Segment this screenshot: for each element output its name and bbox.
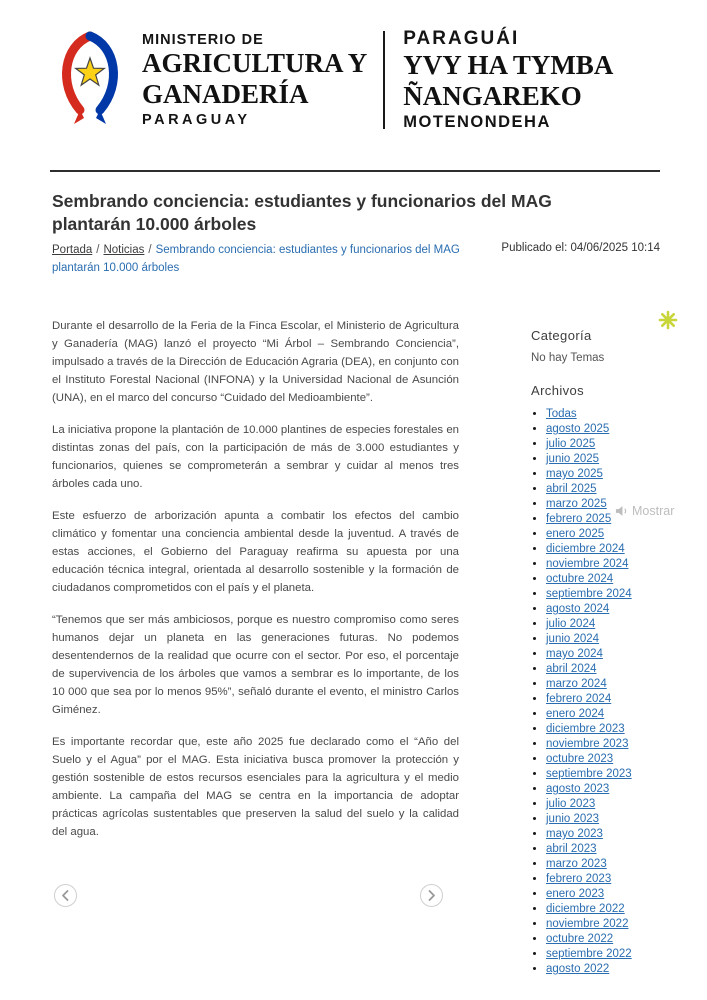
header-right-line2: YVY HA TYMBA: [403, 50, 614, 81]
archive-item: [546, 587, 669, 602]
breadcrumb-separator: /: [148, 244, 152, 256]
archive-item: [546, 692, 669, 707]
archive-item: [546, 452, 669, 467]
article-paragraph: Durante el desarrollo de la Feria de la Finca Escolar, el Ministerio de Agricultura y Ganadería (MAG) lanzó el proyecto “Mi Árbol – Sembrando Conciencia”, impulsado a través de la Dirección de Educación Agraria (DEA), en conjunto con el Instituto Forestal Nacional (INFONA) y la Universidad Nacional de Asunción (UNA), en el marco del concurso “Cuidado del Medioambiente”.: [52, 320, 459, 405]
archive-link[interactable]: enero 2025: [546, 528, 605, 540]
archive-item: [546, 422, 669, 437]
site-header: [50, 28, 613, 132]
archive-item: [546, 707, 669, 722]
archive-link[interactable]: septiembre 2022: [546, 948, 632, 960]
archive-link[interactable]: septiembre 2023: [546, 768, 632, 780]
breadcrumb-noticias[interactable]: Noticias: [103, 244, 145, 256]
next-arrow-button[interactable]: [420, 884, 443, 907]
header-right-line4: MOTENONDEHA: [403, 112, 551, 131]
archive-link[interactable]: julio 2024: [546, 618, 596, 630]
archive-item: [546, 647, 669, 662]
archive-link[interactable]: enero 2023: [546, 888, 605, 900]
archive-link[interactable]: febrero 2024: [546, 693, 612, 705]
archive-item: [546, 752, 669, 767]
accessibility-widget-button[interactable]: [658, 310, 678, 330]
page-title: Sembrando conciencia: estudiantes y funcionarios del MAG plantarán 10.000 árboles: [52, 191, 552, 235]
archive-link[interactable]: abril 2025: [546, 483, 597, 495]
archive-item: [546, 962, 669, 977]
archive-link[interactable]: noviembre 2024: [546, 558, 629, 570]
archive-link[interactable]: marzo 2023: [546, 858, 607, 870]
archive-link[interactable]: noviembre 2023: [546, 738, 629, 750]
archive-link[interactable]: diciembre 2024: [546, 543, 625, 555]
archive-link[interactable]: junio 2025: [546, 453, 600, 465]
header-divider: [383, 31, 385, 129]
archive-item: [546, 722, 669, 737]
breadcrumb-separator: /: [96, 244, 100, 256]
breadcrumb-current[interactable]: Sembrando conciencia: estudiantes y funcionarios del MAG plantarán 10.000 árboles: [52, 244, 460, 274]
archive-link[interactable]: septiembre 2024: [546, 588, 632, 600]
archive-item: [546, 662, 669, 677]
header-left-line2: AGRICULTURA Y: [142, 48, 368, 79]
archive-link[interactable]: enero 2024: [546, 708, 605, 720]
archives-heading: Archivos: [531, 383, 585, 398]
archive-item: [546, 842, 669, 857]
breadcrumb-portada[interactable]: Portada: [52, 244, 93, 256]
archive-item: [546, 407, 669, 422]
published-date: Publicado el: 04/06/2025 10:14: [501, 242, 660, 254]
archive-link[interactable]: febrero 2023: [546, 873, 612, 885]
category-heading: Categoría: [531, 328, 592, 343]
header-guarani-name: [403, 28, 613, 131]
article-paragraph: Este esfuerzo de arborización apunta a combatir los efectos del cambio climático y fomentar una conciencia ambiental desde la juventud. A través de estas acciones, el Gobierno del Paraguay reafirma su apuesta por una educación técnica integral, orientada al desarrollo sostenible y la formación de ciudadanos comprometidos con el país y el planeta.: [52, 510, 459, 595]
archive-link[interactable]: agosto 2024: [546, 603, 610, 615]
article-body: [52, 317, 459, 855]
archive-link[interactable]: marzo 2025: [546, 498, 607, 510]
archive-link[interactable]: mayo 2024: [546, 648, 603, 660]
archive-item: [546, 617, 669, 632]
archive-item: [546, 602, 669, 617]
archive-link[interactable]: agosto 2023: [546, 783, 610, 795]
archive-link[interactable]: junio 2024: [546, 633, 600, 645]
archive-link[interactable]: junio 2023: [546, 813, 600, 825]
sidebar: [531, 320, 669, 977]
archives-list: [531, 407, 669, 977]
archive-link[interactable]: Todas: [546, 408, 577, 420]
archive-link[interactable]: julio 2023: [546, 798, 596, 810]
archive-item: [546, 782, 669, 797]
asterisk-icon: [658, 310, 678, 330]
archive-link[interactable]: octubre 2024: [546, 573, 614, 585]
archive-item: [546, 917, 669, 932]
speaker-icon: [615, 505, 628, 517]
archive-item: [546, 812, 669, 827]
archive-link[interactable]: octubre 2023: [546, 753, 614, 765]
archive-link[interactable]: julio 2025: [546, 438, 596, 450]
archive-link[interactable]: mayo 2023: [546, 828, 603, 840]
archive-item: [546, 677, 669, 692]
archive-item: [546, 857, 669, 872]
article-paragraph: “Tenemos que ser más ambiciosos, porque es nuestro compromiso como seres humanos dejar un planeta en las generaciones futuras. No podemos desentendernos de la realidad que ocurre con el sector. Por eso, el porcentaje de supervivencia de los árboles que vamos a sembrar es lo importante, de los 10 000 que sea por lo menos 95%”, señaló durante el evento, el ministro Carlos Giménez.: [52, 614, 459, 717]
archive-link[interactable]: agosto 2025: [546, 423, 610, 435]
archive-item: [546, 527, 669, 542]
header-ministry-name: [142, 32, 367, 127]
archive-link[interactable]: abril 2023: [546, 843, 597, 855]
archive-item: [546, 482, 669, 497]
chevron-left-icon: [61, 890, 70, 901]
header-right-line3: ÑANGAREKO: [403, 80, 582, 111]
archive-link[interactable]: marzo 2024: [546, 678, 607, 690]
archive-item: [546, 437, 669, 452]
archive-item: [546, 557, 669, 572]
archive-link[interactable]: mayo 2025: [546, 468, 603, 480]
header-rule: [50, 170, 660, 172]
header-right-line1: PARAGUÁI: [403, 28, 520, 50]
archive-item: [546, 827, 669, 842]
header-left-line3: GANADERÍA: [142, 78, 309, 109]
prev-arrow-button[interactable]: [54, 884, 77, 907]
article-paragraph: La iniciativa propone la plantación de 10.000 plantines de especies forestales en distintas zonas del país, con la participación de más de 3.000 estudiantes y funcionarios, quienes se comprometerán a sembrar y cuidar al menos tres árboles cada uno.: [52, 424, 459, 491]
archive-link[interactable]: febrero 2025: [546, 513, 612, 525]
breadcrumb: [52, 242, 480, 278]
archive-link[interactable]: diciembre 2022: [546, 903, 625, 915]
chevron-right-icon: [427, 890, 436, 901]
archive-item: [546, 542, 669, 557]
header-left-line4: PARAGUAY: [142, 111, 251, 128]
archive-item: [546, 632, 669, 647]
archive-link[interactable]: noviembre 2022: [546, 918, 629, 930]
mostrar-tooltip[interactable]: [612, 503, 677, 519]
archive-link[interactable]: abril 2024: [546, 663, 597, 675]
archive-item: [546, 467, 669, 482]
archive-item: [546, 947, 669, 962]
paraguay-coat-of-arms-icon: [50, 28, 130, 132]
archive-item: [546, 767, 669, 782]
mag-logo[interactable]: [50, 28, 130, 132]
archive-item: [546, 872, 669, 887]
archive-link[interactable]: diciembre 2023: [546, 723, 625, 735]
category-empty-text: No hay Temas: [531, 352, 605, 364]
archive-link[interactable]: octubre 2022: [546, 933, 614, 945]
archive-link[interactable]: agosto 2022: [546, 963, 610, 975]
mostrar-label: Mostrar: [632, 504, 675, 518]
archive-item: [546, 737, 669, 752]
archive-item: [546, 902, 669, 917]
article-paragraph: Es importante recordar que, este año 2025 fue declarado como el “Año del Suelo y el Agua” por el MAG. Esta iniciativa busca promover la protección y gestión sostenible de estos recursos esenciales para la agricultura y el medio ambiente. La campaña del MAG se centra en la importancia de adoptar prácticas agrícolas sustentables que preserven la salud del suelo y la calidad del agua.: [52, 736, 459, 839]
archive-item: [546, 932, 669, 947]
archive-item: [546, 887, 669, 902]
header-left-line1: MINISTERIO DE: [142, 32, 264, 49]
archive-item: [546, 572, 669, 587]
archive-item: [546, 797, 669, 812]
